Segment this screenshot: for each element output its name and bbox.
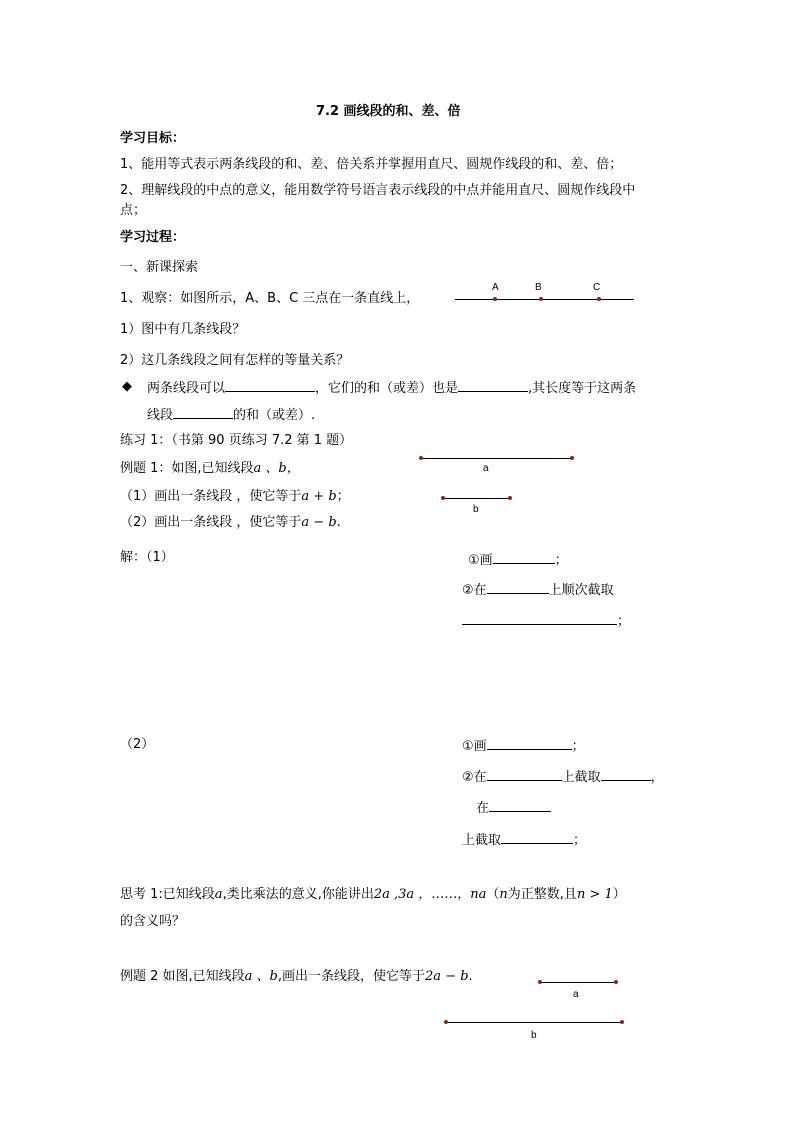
s2-step2-end: ， [650,770,664,785]
s2-step2-text-a: ②在 [462,770,487,785]
solution-2-step-2 [462,768,664,786]
segment-a-1-right-dot [570,456,574,460]
segment-b-1-left-dot [441,496,445,500]
segment-b-2-label: b [531,1030,537,1041]
section-1-heading: 一、新课探索 [120,260,199,275]
solution-1-step-3 [462,612,630,630]
s2-blank-5[interactable] [501,831,573,844]
solution-1-step-2 [462,581,614,599]
think1-text-d: na [470,887,487,902]
example-2 [120,969,473,985]
s2-step1-end: ； [571,739,585,754]
practice-1: 练习 1：（书第 90 页练习 7.2 第 1 题） [120,433,353,448]
think1-text-h: n > 1 [576,887,613,902]
goal-2-line-1: 2、理解线段的中点的意义，能用数学符号语言表示线段的中点并能用直尺、圆规作线段中 [120,183,636,198]
abc-line [455,299,634,300]
segment-b-2-right-dot [620,1020,624,1024]
s1-blank-1[interactable] [493,551,555,564]
s1-step1-end: ； [554,553,568,568]
example-1-part-2 [120,515,341,531]
ex1-2-expr: a − b [301,515,337,530]
think1-text-g: 为正整数,且 [507,887,577,902]
s2-step4-text: 上截取 [462,833,502,848]
question-2: 2）这几条线段之间有怎样的等量关系？ [120,353,350,368]
question-1: 1）图中有几条线段？ [120,322,246,337]
blank-3[interactable] [173,406,233,419]
s2-blank-4[interactable] [489,799,551,812]
segment-b-1-label: b [473,504,479,515]
think-1-line-1 [120,887,626,903]
segment-a-2 [540,982,616,983]
solution-2-step-4 [462,831,586,849]
point-b-dot [539,297,543,301]
s1-step2-text-b: 上顺次截取 [548,583,614,598]
point-c-label: C [593,282,601,293]
s2-blank-1[interactable] [487,737,572,750]
solution-1-label: 解：（1） [120,550,174,565]
ex1-2-text: （2）画出一条线段 ，使它等于 [120,515,302,530]
process-heading: 学习过程： [120,230,186,245]
goals-heading: 学习目标： [120,131,186,146]
s1-step1-text: ①画 [468,553,493,568]
fill-text-1: 两条线段可以 [147,381,226,396]
s1-blank-3[interactable] [462,612,617,625]
s2-step1-text: ①画 [462,739,487,754]
segment-a-1-left-dot [419,456,423,460]
segment-b-2 [446,1022,622,1023]
fill-sentence-line-1 [147,379,636,397]
segment-a-2-right-dot [614,980,618,984]
segment-b-1 [443,498,510,499]
example-2-mid: ,画出一条线段，使它等于 [277,969,426,984]
segment-a-1 [421,458,572,459]
goal-1: 1、能用等式表示两条线段的和、差、倍关系并掌握用直尺、圆规作线段的和、差、倍； [120,157,623,172]
solution-1-step-1 [468,551,568,569]
fill-text-2: ，它们的和（或差）也是 [315,381,459,396]
s2-step3-text: 在 [476,801,490,816]
observe-text: 1、观察：如图所示，A、B、C 三点在一条直线上， [120,291,420,306]
segment-a-1-label: a [483,463,489,474]
segment-a-2-left-dot [538,980,542,984]
example-1-text: 例题 1：如图,已知线段 [120,461,254,476]
ex1-1-expr: a + b [301,489,337,504]
solution-2-label: （2） [120,737,155,752]
example-1-vars: a 、b， [253,461,300,476]
think1-text-c: 2a ,3a ，……， [373,887,471,902]
ex1-1-text: （1）画出一条线段 ，使它等于 [120,489,302,504]
segment-b-1-right-dot [508,496,512,500]
think-1-line-2: 的含义吗？ [120,914,186,929]
blank-1[interactable] [225,379,315,392]
blank-2[interactable] [458,379,528,392]
ex1-2-end: . [336,515,341,530]
s2-blank-2[interactable] [487,768,562,781]
fill-text-3: ,其长度等于这两条 [528,381,637,396]
goal-2-line-2: 点； [120,203,147,218]
think1-text-b: ,类比乘法的意义,你能讲出 [222,887,374,902]
point-b-label: B [535,282,542,293]
point-a-dot [493,297,497,301]
s1-step3-end: ； [617,614,631,629]
think1-text-i: ） [612,887,626,902]
fill-text-4: 线段 [147,408,174,423]
think1-text-f: n [499,887,508,902]
segment-b-2-left-dot [444,1020,448,1024]
example-2-end: . [468,969,473,984]
diamond-bullet: ◆ [122,379,132,394]
fill-sentence-line-2 [147,406,315,424]
example-1 [120,461,300,477]
solution-2-step-1 [462,737,585,755]
example-2-text: 例题 2 如图,已知线段 [120,969,245,984]
ex1-1-end: ； [336,489,350,504]
think1-text-e: （ [486,887,500,902]
s2-step4-end: ； [573,833,587,848]
page-title: 7.2 画线段的和、差、倍 [316,104,461,119]
fill-text-5: 的和（或差）. [233,408,316,423]
example-2-expr: 2a − b [425,969,469,984]
s1-blank-2[interactable] [487,581,549,594]
example-1-part-1 [120,489,350,505]
example-2-vars: a 、b [244,969,278,984]
segment-a-2-label: a [573,989,579,1000]
think1-var-a: a [214,887,223,902]
solution-2-step-3 [476,799,551,817]
point-a-label: A [492,282,499,293]
s1-step2-text-a: ②在 [462,583,487,598]
think1-text-a: 思考 1:已知线段 [120,887,215,902]
point-c-dot [597,297,601,301]
s2-blank-3[interactable] [601,768,651,781]
s2-step2-text-b: 上截取 [561,770,601,785]
